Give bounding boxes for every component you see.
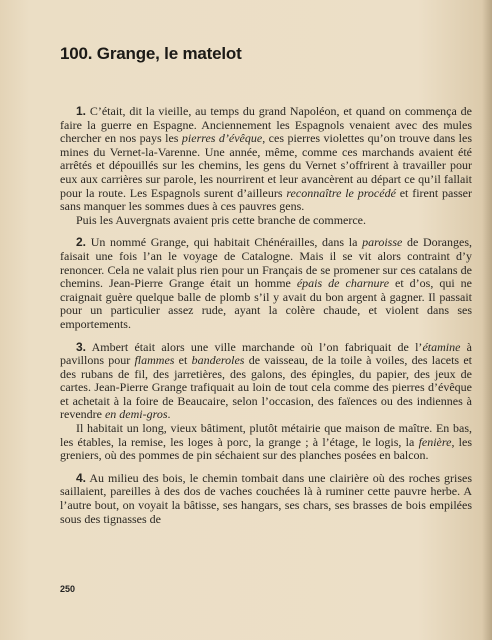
italic-term: épais de charnure	[296, 276, 390, 291]
italic-term: étamine	[422, 339, 461, 354]
text-run: de vaisseau, de la toile à voiles, des lacets et des rubans de fil, des jarretières, des galons, des épingles, du papier, des jeux de cartes. Jean-Pierre Grange trafiquait au loin de tout cela comme des pierres d’évêque et achetait à la foire de Beaucaire, selon l’occasion, des faïences ou des indiennes à revendre	[60, 353, 472, 422]
italic-term: fenière	[418, 434, 452, 449]
text-run: C’était, dit la vieille, au temps du grand Napoléon, et quand on commença de faire la guerre en Espagne. Anciennement les Espagnols venaient avec des mules chercher en nos pays les	[60, 104, 472, 146]
text-run: .	[167, 407, 171, 422]
text-run: Puis les Auvergnats avaient pris cette branche de commerce.	[76, 212, 367, 227]
text-run: , les greniers, où des pommes de pin séchaient sur des planches posées en balcon.	[60, 434, 472, 463]
paragraph-number: 4.	[76, 470, 87, 485]
text-run: et firent passer sans manquer les sommes dues à ces pauvres gens.	[60, 185, 472, 214]
italic-term: pierres d’évêque	[181, 131, 263, 146]
italic-term: banderoles	[191, 353, 245, 368]
chapter-title: 100. Grange, le matelot	[60, 44, 242, 63]
text-run: Il habitait un long, vieux bâtiment, plutôt métairie que maison de maître. En bas, les étables, la remise, les loges à porc, la grange ; à l’étage, le logis, la	[60, 421, 472, 449]
italic-term: reconnaître le procédé	[286, 185, 396, 200]
paragraph-number: 1.	[76, 104, 87, 118]
text-run: et d’os, qui ne craignait guère quelque balle de plomb s’il y avait du bon argent à gagner. Il passait pour un particulier assez rude, ayant la colère chaude, et violent dans ses emportements.	[60, 276, 472, 331]
paragraph-number: 2.	[76, 235, 87, 250]
italic-term: paroisse	[362, 235, 403, 250]
text-run: à pavillons pour	[60, 339, 472, 368]
text-run: , ces pierres violettes qu’on trouve dans les mines du Vernet-la-Varenne. Une année, même, comme ces marchands avaient été arrêtés et dépouillés sur les chemins, les gens du Vernet s’offrirent à travailler pour eux aux carrières sur parole, les nourrirent et leur avancèrent au départ ce qu’il fallait pour la route. Les Espagnols surent d’ailleurs	[60, 131, 473, 200]
text-run: de Doranges, faisait une fois l’an le voyage de Catalogne. Mais il se vit alors contraint d’y renoncer. Cela ne valait plus rien pour un Français de se promener sur ces catalans de chemins. Jean-Pierre Grange était un homme	[60, 235, 473, 291]
text-run: Un nommé Grange, qui habitait Chénérailles, dans la	[86, 235, 363, 250]
paragraph	[60, 214, 472, 228]
paragraph	[60, 341, 472, 423]
italic-term: flammes	[134, 353, 175, 368]
paragraph	[60, 236, 472, 331]
text-run: Ambert était alors une ville marchande où l’on fabriquait de l’	[86, 339, 423, 354]
paragraph	[60, 472, 472, 526]
text-run: et	[174, 353, 192, 368]
italic-term: en demi-gros	[104, 407, 168, 422]
text-body	[60, 96, 472, 526]
paragraph	[60, 422, 472, 463]
paragraph	[60, 105, 472, 214]
page-gutter-shadow	[482, 0, 492, 640]
paragraph-number: 3.	[76, 339, 87, 354]
text-run: Au milieu des bois, le chemin tombait dans une clairière où des roches grises saillaient, pareilles à des dos de vaches couchées là à ruminer cette pauvre herbe. A l’autre bout, on voyait la bâtisse, ses hangars, ses chars, ses brasses de bois empilées sous des tignasses de	[60, 470, 472, 526]
page-number: 250	[60, 584, 76, 594]
